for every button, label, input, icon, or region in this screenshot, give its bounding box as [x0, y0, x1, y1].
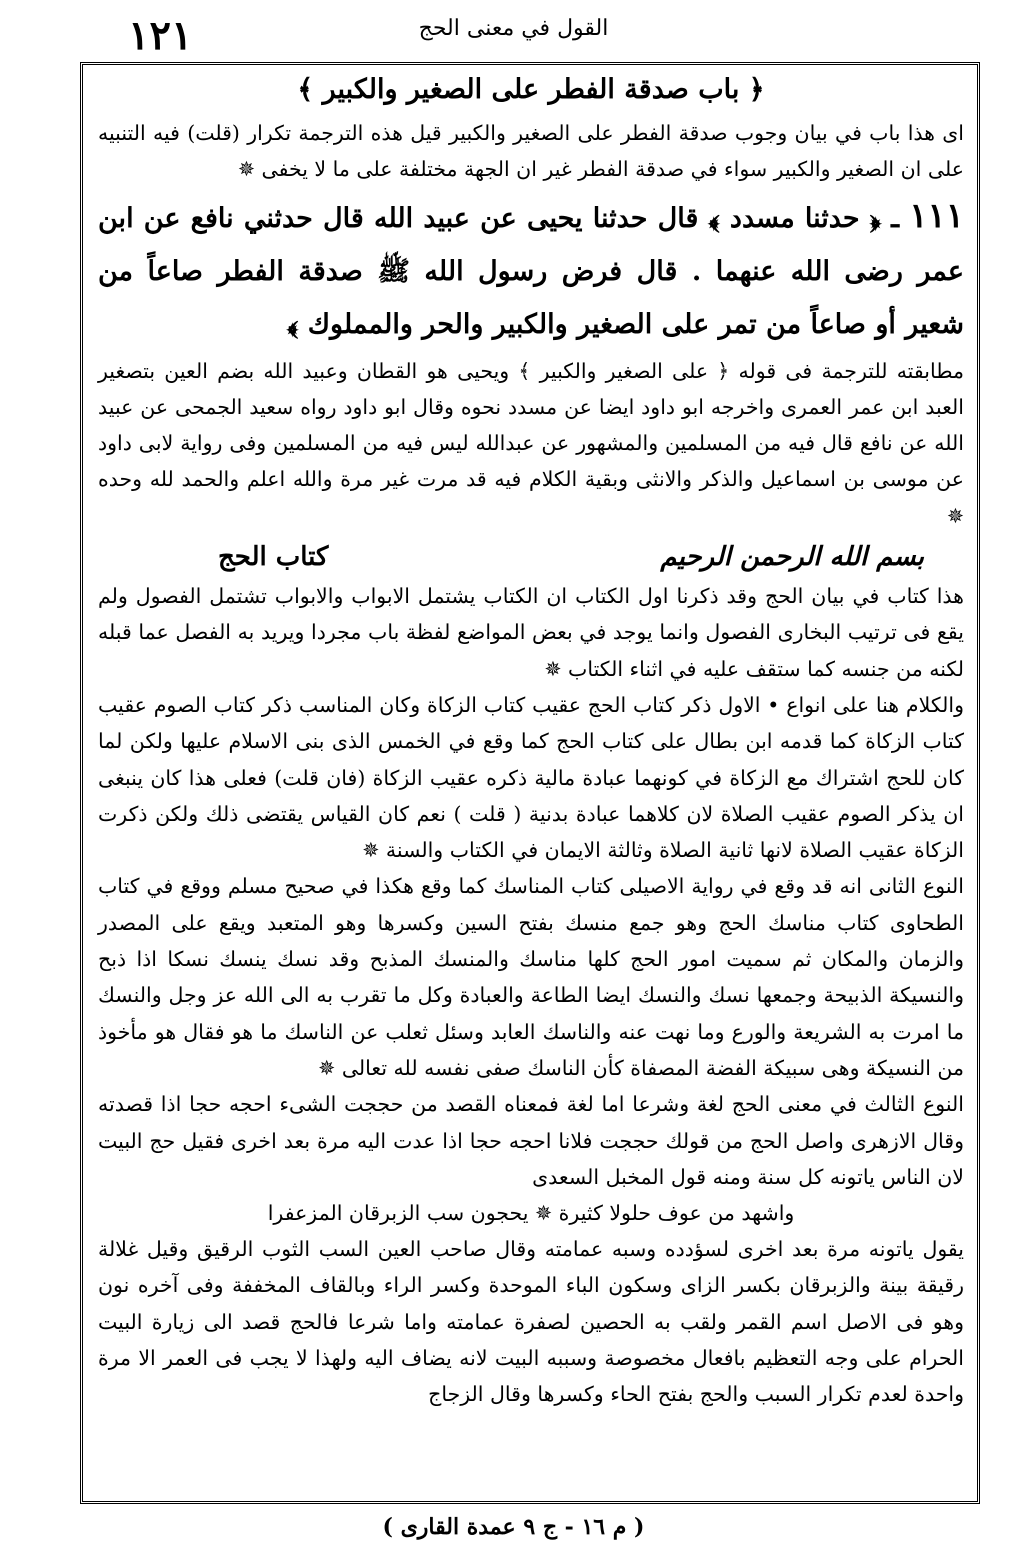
paragraph: هذا كتاب في بيان الحج وقد ذكرنا اول الكتاب ان الكتاب يشتمل الابواب والابواب تشتمل الفصول ولم يقع فى ترتيب البخارى الفصول وانما يوجد في بعض المواضع لفظة باب مجردا ويريد به الفصل عما قبله لكنه من جنسه كما ستقف عليه في اثناء الكتاب ✵ — [98, 584, 964, 681]
page-number: ١٢١ — [128, 12, 193, 59]
paragraph: والكلام هنا على انواع • الاول ذكر كتاب الحج عقيب كتاب الزكاة وكان المناسب ذكر كتاب الصوم عقيب كتاب الزكاة كما قدمه ابن بطال على كتاب الحج كما وقع في الخمس الذى بنى الاسلام عليها ولكن لما كان للحج اشتراك مع الزكاة في كونهما عبادة مالية ذكره عقيب الزكاة (فان قلت) فعلى هذا كان ينبغى ان يذكر الصوم عقيب الصلاة لان كلاهما عبادة بدنية ( قلت ) نعم كان القياس يقتضى ذلك ولكن ذكرت الزكاة عقيب الصلاة لانها ثانية الصلاة وثالثة الايمان في الكتاب والسنة ✵ — [98, 692, 964, 863]
hadith-number: ١١١ — [909, 195, 964, 236]
page-body — [98, 70, 964, 1413]
final-paragraph: يقول ياتونه مرة بعد اخرى لسؤدده وسبه عمامته وقال صاحب العين السب الثوب الرقيق وقيل غلالة رقيقة بينة والزبرقان بكسر الزاى وسكون الباء الموحدة وكسر الراء وبالقاف المخففة وفى آخره نون وهو فى الاصل اسم القمر ولقب به الحصين لصفرة عمامته واما شرعا فالحج قصد الى زيارة البيت الحرام على وجه التعظيم بافعال مخصوصة وسببه البيت لانه يضاف اليه ولهذا لا يجب فى العمر الا مرة واحدة لعدم تكرار السبب والحج بفتح الحاء وكسرها وقال الزجاج — [98, 1237, 965, 1407]
hadith-text: ـ ﴿ حدثنا مسدد ﴾ قال حدثنا يحيى عن عبيد الله قال حدثني نافع عن ابن عمر رضى الله عنهما . قال فرض رسول الله ﷺ صدقة الفطر صاعاً من شعير أو صاعاً من تمر على الصغير والكبير والحر والمملوك ﴾ — [98, 202, 964, 340]
book-heading: كتاب الحج — [218, 542, 329, 573]
section-headings — [98, 542, 964, 572]
paragraph: النوع الثالث في معنى الحج لغة وشرعا اما لغة فمعناه القصد من حججت الشىء احجه حجا اذا قصدته وقال الازهرى واصل الحج من قولك حججت فلانا احجه حجا اذا عدت اليه مرة بعد اخرى فقيل حج البيت لان الناس ياتونه كل سنة ومنه قول المخبل السعدى — [98, 1092, 964, 1189]
hadith-block — [98, 190, 964, 351]
chapter-heading: ﴿ باب صدقة الفطر على الصغير والكبير ﴾ — [297, 74, 765, 105]
poetry-verse: واشهد من عوف حلولا كثيرة ✵ يحجون سب الزبرقان المزعفرا — [267, 1201, 795, 1226]
intro-paragraph: اى هذا باب في بيان وجوب صدقة الفطر على الصغير والكبير قيل هذه الترجمة تكرار (قلت) فيه التنبيه على ان الصغير والكبير سواء في صدقة الفطر غير ان الجهة مختلفة على ما لا يخفى ✵ — [98, 121, 964, 182]
paragraph: النوع الثانى انه قد وقع في رواية الاصيلى كتاب المناسك كما وقع هكذا في صحيح مسلم ووقع في كتاب الطحاوى كتاب مناسك الحج وهو جمع منسك بفتح السين وكسرها وهو المتعبد ويقع على المصدر والزمان والمكان ثم سميت امور الحج كلها مناسك والمنسك المذبح وقد نسك ينسك نسكا اذا ذبح والنسيكة الذبيحة وجمعها نسك والنسك ايضا الطاعة والعبادة وكل ما تقرب به الى الله عز وجل والنسك ما امرت به الشريعة والورع وما نهت عنه والناسك العابد وسئل ثعلب عن الناسك ما هو فقال هو مأخوذ من النسيكة وهى سبيكة الفضة المصفاة كأن الناسك صفى نفسه لله تعالى ✵ — [98, 874, 964, 1080]
running-head: القول في معنى الحج — [418, 16, 609, 41]
commentary-paragraph: مطابقته للترجمة فى قوله ﴿ على الصغير والكبير ﴾ ويحيى هو القطان وعبيد الله بضم العين بتصغير العبد ابن عمر العمرى واخرجه ابو داود ايضا عن مسدد نحوه وقال ابو داود رواه سعيد الجمحى عن عبيد الله عن نافع قال فيه من المسلمين والمشهور عن عبدالله ليس فيه من المسلمين وفى رواية لابى داود عن موسى بن اسماعيل والذكر والانثى وبقية الكلام فيه قد مرت غير مرة والله اعلم والحمد لله وحده ✵ — [98, 358, 964, 528]
footer-signature: ( م ١٦ - ج ٩ عمدة القارى ) — [382, 1514, 645, 1540]
basmala: بسم الله الرحمن الرحيم — [660, 542, 924, 573]
